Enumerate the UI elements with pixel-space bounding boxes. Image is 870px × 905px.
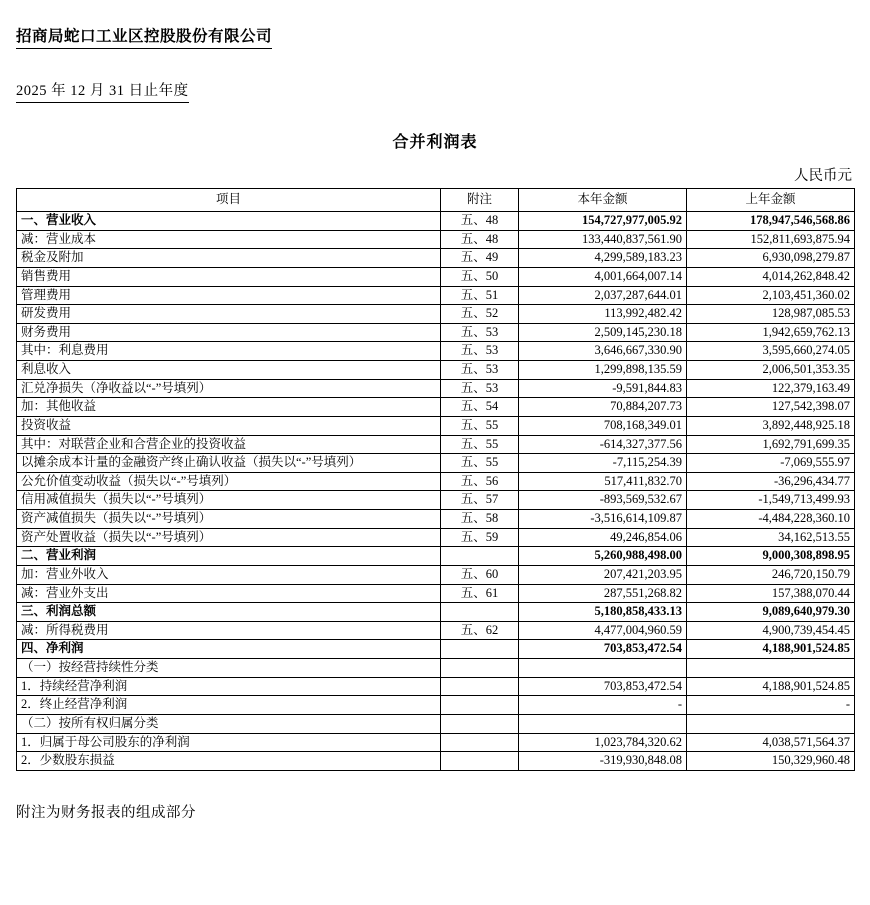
column-header-current: 本年金额 <box>519 189 687 212</box>
row-label: 减：营业成本 <box>17 230 441 249</box>
row-previous-amount: 152,811,693,875.94 <box>687 230 855 249</box>
row-note-ref: 五、49 <box>441 249 519 268</box>
table-row <box>17 361 855 380</box>
table-row <box>17 547 855 566</box>
row-current-amount: -9,591,844.83 <box>519 379 687 398</box>
row-label: （一）按经营持续性分类 <box>17 659 441 678</box>
row-previous-amount <box>687 714 855 733</box>
row-note-ref: 五、59 <box>441 528 519 547</box>
row-label: 1．持续经营净利润 <box>17 677 441 696</box>
row-current-amount <box>519 659 687 678</box>
row-note-ref: 五、61 <box>441 584 519 603</box>
row-current-amount: 4,477,004,960.59 <box>519 621 687 640</box>
row-note-ref: 五、58 <box>441 510 519 529</box>
row-note-ref: 五、60 <box>441 565 519 584</box>
row-label: 销售费用 <box>17 267 441 286</box>
row-label: 公允价值变动收益（损失以“-”号填列） <box>17 472 441 491</box>
row-note-ref: 五、48 <box>441 230 519 249</box>
row-current-amount: -614,327,377.56 <box>519 435 687 454</box>
row-label: 投资收益 <box>17 416 441 435</box>
income-statement-table <box>16 188 855 771</box>
row-note-ref: 五、55 <box>441 416 519 435</box>
table-row <box>17 696 855 715</box>
row-note-ref <box>441 603 519 622</box>
reporting-period: 2025 年 12 月 31 日止年度 <box>16 79 189 103</box>
row-label: 加：其他收益 <box>17 398 441 417</box>
row-note-ref <box>441 659 519 678</box>
row-previous-amount: 3,892,448,925.18 <box>687 416 855 435</box>
table-row <box>17 621 855 640</box>
table-row <box>17 752 855 771</box>
table-row <box>17 305 855 324</box>
row-label: 加：营业外收入 <box>17 565 441 584</box>
row-label: 汇兑净损失（净收益以“-”号填列） <box>17 379 441 398</box>
row-previous-amount: - <box>687 696 855 715</box>
row-current-amount: 207,421,203.95 <box>519 565 687 584</box>
row-previous-amount: 4,188,901,524.85 <box>687 677 855 696</box>
row-label: 税金及附加 <box>17 249 441 268</box>
row-previous-amount: 9,089,640,979.30 <box>687 603 855 622</box>
row-previous-amount <box>687 659 855 678</box>
row-note-ref: 五、51 <box>441 286 519 305</box>
row-current-amount: 2,037,287,644.01 <box>519 286 687 305</box>
row-current-amount: 3,646,667,330.90 <box>519 342 687 361</box>
row-label: 二、营业利润 <box>17 547 441 566</box>
row-label: 三、利润总额 <box>17 603 441 622</box>
row-current-amount <box>519 714 687 733</box>
table-row <box>17 286 855 305</box>
row-previous-amount: -1,549,713,499.93 <box>687 491 855 510</box>
row-label: （二）按所有权归属分类 <box>17 714 441 733</box>
column-header-previous: 上年金额 <box>687 189 855 212</box>
row-current-amount: 1,299,898,135.59 <box>519 361 687 380</box>
table-row <box>17 230 855 249</box>
row-current-amount: 1,023,784,320.62 <box>519 733 687 752</box>
row-note-ref: 五、55 <box>441 454 519 473</box>
table-row <box>17 212 855 231</box>
row-note-ref: 五、62 <box>441 621 519 640</box>
company-name-block <box>16 18 854 49</box>
column-header-item: 项目 <box>17 189 441 212</box>
currency-unit: 人民币元 <box>794 168 852 184</box>
row-current-amount: -7,115,254.39 <box>519 454 687 473</box>
row-previous-amount: 34,162,513.55 <box>687 528 855 547</box>
row-label: 2．少数股东损益 <box>17 752 441 771</box>
row-current-amount: 5,180,858,433.13 <box>519 603 687 622</box>
page-title: 合并利润表 <box>392 134 478 151</box>
row-previous-amount: 3,595,660,274.05 <box>687 342 855 361</box>
row-label: 减：所得税费用 <box>17 621 441 640</box>
row-previous-amount: 1,692,791,699.35 <box>687 435 855 454</box>
row-previous-amount: 4,014,262,848.42 <box>687 267 855 286</box>
row-previous-amount: 150,329,960.48 <box>687 752 855 771</box>
table-row <box>17 472 855 491</box>
row-note-ref: 五、53 <box>441 323 519 342</box>
row-previous-amount: 122,379,163.49 <box>687 379 855 398</box>
row-label: 其中：利息费用 <box>17 342 441 361</box>
row-previous-amount: 178,947,546,568.86 <box>687 212 855 231</box>
row-note-ref: 五、54 <box>441 398 519 417</box>
table-row <box>17 323 855 342</box>
row-previous-amount: 2,103,451,360.02 <box>687 286 855 305</box>
row-previous-amount: 2,006,501,353.35 <box>687 361 855 380</box>
table-row <box>17 733 855 752</box>
table-row <box>17 379 855 398</box>
row-current-amount: 517,411,832.70 <box>519 472 687 491</box>
row-label: 利息收入 <box>17 361 441 380</box>
company-name: 招商局蛇口工业区控股股份有限公司 <box>16 24 272 49</box>
row-note-ref <box>441 696 519 715</box>
row-note-ref: 五、57 <box>441 491 519 510</box>
row-previous-amount: 1,942,659,762.13 <box>687 323 855 342</box>
table-row <box>17 398 855 417</box>
row-label: 其中：对联营企业和合营企业的投资收益 <box>17 435 441 454</box>
table-row <box>17 342 855 361</box>
row-current-amount: 703,853,472.54 <box>519 677 687 696</box>
row-note-ref: 五、53 <box>441 342 519 361</box>
row-previous-amount: 4,038,571,564.37 <box>687 733 855 752</box>
table-row <box>17 603 855 622</box>
row-note-ref <box>441 547 519 566</box>
row-previous-amount: -4,484,228,360.10 <box>687 510 855 529</box>
table-row <box>17 435 855 454</box>
row-current-amount: - <box>519 696 687 715</box>
table-row <box>17 416 855 435</box>
row-current-amount: 4,299,589,183.23 <box>519 249 687 268</box>
row-current-amount: 287,551,268.82 <box>519 584 687 603</box>
row-label: 2．终止经营净利润 <box>17 696 441 715</box>
row-label: 一、营业收入 <box>17 212 441 231</box>
row-label: 信用减值损失（损失以“-”号填列） <box>17 491 441 510</box>
table-row <box>17 640 855 659</box>
table-row <box>17 584 855 603</box>
row-note-ref <box>441 752 519 771</box>
row-current-amount: 133,440,837,561.90 <box>519 230 687 249</box>
period-block <box>16 49 854 103</box>
row-label: 四、净利润 <box>17 640 441 659</box>
row-note-ref <box>441 714 519 733</box>
row-current-amount: 2,509,145,230.18 <box>519 323 687 342</box>
row-previous-amount: 127,542,398.07 <box>687 398 855 417</box>
table-row <box>17 491 855 510</box>
row-label: 财务费用 <box>17 323 441 342</box>
table-row <box>17 510 855 529</box>
row-label: 减：营业外支出 <box>17 584 441 603</box>
row-note-ref: 五、56 <box>441 472 519 491</box>
row-label: 研发费用 <box>17 305 441 324</box>
row-current-amount: 154,727,977,005.92 <box>519 212 687 231</box>
table-header-row <box>17 189 855 212</box>
row-previous-amount: 4,188,901,524.85 <box>687 640 855 659</box>
row-previous-amount: 128,987,085.53 <box>687 305 855 324</box>
row-note-ref <box>441 640 519 659</box>
row-current-amount: 113,992,482.42 <box>519 305 687 324</box>
row-label: 管理费用 <box>17 286 441 305</box>
table-row <box>17 267 855 286</box>
row-label: 以摊余成本计量的金融资产终止确认收益（损失以“-”号填列） <box>17 454 441 473</box>
row-note-ref: 五、48 <box>441 212 519 231</box>
row-note-ref <box>441 677 519 696</box>
table-row <box>17 528 855 547</box>
footer-note: 附注为财务报表的组成部分 <box>16 804 196 821</box>
table-row <box>17 454 855 473</box>
row-previous-amount: 4,900,739,454.45 <box>687 621 855 640</box>
row-current-amount: -319,930,848.08 <box>519 752 687 771</box>
table-row <box>17 677 855 696</box>
row-current-amount: 703,853,472.54 <box>519 640 687 659</box>
row-note-ref: 五、53 <box>441 379 519 398</box>
row-note-ref: 五、55 <box>441 435 519 454</box>
row-current-amount: 49,246,854.06 <box>519 528 687 547</box>
table-row <box>17 565 855 584</box>
row-label: 资产减值损失（损失以“-”号填列） <box>17 510 441 529</box>
row-previous-amount: 6,930,098,279.87 <box>687 249 855 268</box>
table-row <box>17 249 855 268</box>
row-current-amount: -893,569,532.67 <box>519 491 687 510</box>
row-current-amount: 70,884,207.73 <box>519 398 687 417</box>
row-note-ref: 五、50 <box>441 267 519 286</box>
row-note-ref <box>441 733 519 752</box>
row-current-amount: 4,001,664,007.14 <box>519 267 687 286</box>
row-previous-amount: -7,069,555.97 <box>687 454 855 473</box>
row-note-ref: 五、52 <box>441 305 519 324</box>
row-previous-amount: -36,296,434.77 <box>687 472 855 491</box>
table-row <box>17 714 855 733</box>
row-previous-amount: 246,720,150.79 <box>687 565 855 584</box>
row-current-amount: -3,516,614,109.87 <box>519 510 687 529</box>
row-previous-amount: 157,388,070.44 <box>687 584 855 603</box>
row-current-amount: 708,168,349.01 <box>519 416 687 435</box>
column-header-note: 附注 <box>441 189 519 212</box>
table-body <box>17 212 855 771</box>
row-previous-amount: 9,000,308,898.95 <box>687 547 855 566</box>
row-current-amount: 5,260,988,498.00 <box>519 547 687 566</box>
table-row <box>17 659 855 678</box>
row-label: 资产处置收益（损失以“-”号填列） <box>17 528 441 547</box>
row-label: 1．归属于母公司股东的净利润 <box>17 733 441 752</box>
row-note-ref: 五、53 <box>441 361 519 380</box>
